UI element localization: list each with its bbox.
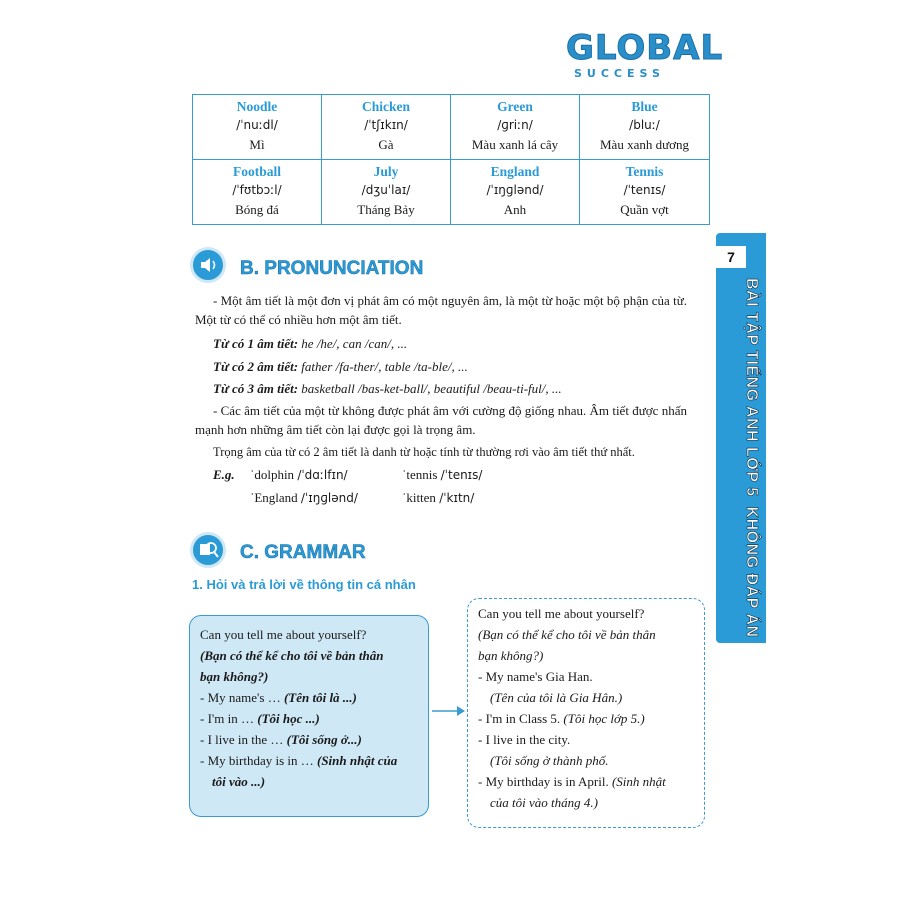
question-translation: bạn không?)	[478, 648, 544, 663]
vocab-word: Green	[497, 99, 533, 114]
vocab-meaning: Mì	[249, 137, 265, 152]
example-answer	[478, 771, 694, 792]
example-vi: (Tôi học lớp 5.)	[563, 711, 645, 726]
global-success-logo	[566, 28, 724, 80]
pattern-item	[200, 750, 418, 771]
example-vi: (Sinh nhật	[611, 774, 666, 789]
vocab-cell	[193, 95, 322, 160]
vocab-ipa: /ˈɪŋɡlənd/	[486, 182, 544, 197]
vocab-ipa: /ˈtʃɪkɪn/	[364, 118, 408, 132]
example-ipa: /ˈtenɪs/	[440, 468, 483, 482]
example-translation: của tôi vào tháng 4.)	[490, 795, 598, 810]
three-syllable-label: Từ có 3 âm tiết:	[213, 381, 299, 396]
logo-main-text: GLOBAL	[566, 28, 724, 68]
vocab-ipa: /dʒuˈlaɪ/	[361, 182, 411, 197]
side-title-main: BÀI TẬP TIẾNG ANH LỚP 5	[743, 278, 760, 497]
two-syllable-text: father /fa-ther/, table /ta-ble/, ...	[298, 359, 468, 374]
example-ipa: /ˈkɪtn/	[439, 491, 475, 505]
two-syllable-label: Từ có 2 âm tiết:	[213, 359, 299, 374]
vocab-cell	[193, 160, 322, 225]
vocab-meaning: Màu xanh dương	[599, 137, 690, 152]
pattern-vi: tôi vào ...)	[212, 774, 266, 789]
example-ipa: /ˈɪŋɡlənd/	[300, 491, 358, 505]
vocab-meaning: Bóng đá	[235, 201, 279, 217]
vocab-meaning: Tháng Bảy	[357, 201, 415, 217]
example-word: ˈkitten	[402, 490, 436, 505]
vocabulary-table	[192, 94, 710, 225]
pattern-en: - I live in the …	[200, 732, 287, 747]
vocab-word: Chicken	[361, 99, 410, 114]
vocab-word: Noodle	[236, 99, 278, 114]
vocab-word: Tennis	[625, 163, 664, 179]
arrow-right-icon	[432, 704, 466, 718]
question-text: Can you tell me about yourself?	[200, 627, 367, 642]
example-item	[402, 488, 474, 508]
vocab-cell	[451, 160, 580, 225]
question-translation: (Bạn có thể kể cho tôi về bản thân	[200, 648, 384, 663]
pattern-en: - I'm in …	[200, 711, 258, 726]
example-word: ˈtennis	[402, 467, 438, 482]
magnifier-icon	[190, 532, 226, 568]
vocab-cell	[580, 95, 709, 160]
two-syllable-line	[213, 357, 468, 376]
pattern-vi: (Sinh nhật của	[317, 753, 398, 768]
pattern-en: - My birthday is in …	[200, 753, 317, 768]
vocab-meaning: Quần vợt	[620, 201, 669, 217]
vocab-ipa: /bluː/	[629, 118, 660, 132]
grammar-pattern-box	[189, 615, 429, 817]
vocab-cell	[580, 160, 709, 225]
vocab-cell	[451, 95, 580, 160]
vocab-meaning: Màu xanh lá cây	[471, 137, 559, 152]
example-item	[402, 465, 482, 485]
speaker-icon	[190, 247, 226, 283]
one-syllable-label: Từ có 1 âm tiết:	[213, 336, 299, 351]
pattern-vi: (Tôi học ...)	[257, 711, 320, 726]
example-answer: - My name's Gia Han.	[478, 669, 593, 684]
stress-rule: Trọng âm của từ có 2 âm tiết là danh từ hoặc tính từ thường rơi vào âm tiết thứ nhất.	[213, 445, 635, 459]
grammar-heading: C. GRAMMAR	[240, 542, 366, 563]
vocab-cell	[322, 160, 451, 225]
vocab-word: England	[490, 163, 540, 179]
grammar-subheading: 1. Hỏi và trả lời về thông tin cá nhân	[192, 577, 416, 592]
example-en: - I'm in Class 5.	[478, 711, 564, 726]
stress-paragraph: - Các âm tiết của một từ không được phát âm với cường độ giống nhau. Âm tiết được nhấn mạnh hơn những âm tiết còn lại được gọi là trọng âm.	[195, 403, 687, 437]
pattern-item	[200, 708, 418, 729]
question-text: Can you tell me about yourself?	[478, 606, 645, 621]
example-ipa: /ˈdɑːlfɪn/	[297, 468, 348, 482]
vocab-word: Blue	[631, 99, 658, 114]
example-answer	[478, 708, 694, 729]
vocab-word: Football	[232, 163, 281, 179]
question-translation: (Bạn có thể kể cho tôi về bản thân	[478, 627, 656, 642]
pattern-item	[200, 687, 418, 708]
example-word: ˈEngland	[250, 490, 298, 505]
question-translation: bạn không?)	[200, 669, 269, 684]
example-item	[250, 488, 358, 508]
one-syllable-line	[213, 334, 407, 353]
vocab-ipa: /ˈfʊtbɔːl/	[232, 182, 282, 197]
page-number: 7	[716, 246, 746, 268]
grammar-example-box	[467, 598, 705, 828]
example-translation: (Tôi sống ở thành phố.	[490, 753, 609, 768]
pattern-vi: (Tên tôi là ...)	[283, 690, 357, 705]
example-word: ˈdolphin	[250, 467, 295, 482]
pronunciation-heading: B. PRONUNCIATION	[240, 258, 424, 279]
example-label: E.g.	[213, 467, 235, 482]
vocab-ipa: /ˈnuːdl/	[236, 118, 278, 132]
pattern-en: - My name's …	[200, 690, 284, 705]
vocab-meaning: Anh	[503, 201, 527, 217]
pattern-item	[200, 729, 418, 750]
vocab-cell	[322, 95, 451, 160]
example-answer: - I live in the city.	[478, 732, 571, 747]
one-syllable-text: he /he/, can /can/, ...	[298, 336, 408, 351]
vocab-word: July	[373, 163, 399, 179]
pronunciation-intro: - Một âm tiết là một đơn vị phát âm có một nguyên âm, là một từ hoặc một bộ phận của từ. Một từ có thể có nhiều hơn một âm tiết.	[195, 293, 687, 327]
logo-sub-text: SUCCESS	[574, 67, 665, 80]
example-en: - My birthday is in April.	[478, 774, 612, 789]
side-tab-title	[741, 278, 761, 638]
vocab-ipa: /ˈtenɪs/	[623, 182, 666, 197]
three-syllable-line	[213, 379, 562, 398]
pattern-vi: (Tôi sống ở...)	[286, 732, 362, 747]
vocab-ipa: /ɡriːn/	[497, 118, 533, 132]
vocab-meaning: Gà	[378, 137, 394, 152]
example-item	[250, 465, 348, 485]
three-syllable-text: basketball /bas-ket-ball/, beautiful /beau-ti-ful/, ...	[298, 381, 562, 396]
example-translation: (Tên của tôi là Gia Hân.)	[490, 690, 623, 705]
side-title-sub: KHÔNG ĐÁP ÁN	[743, 506, 760, 638]
